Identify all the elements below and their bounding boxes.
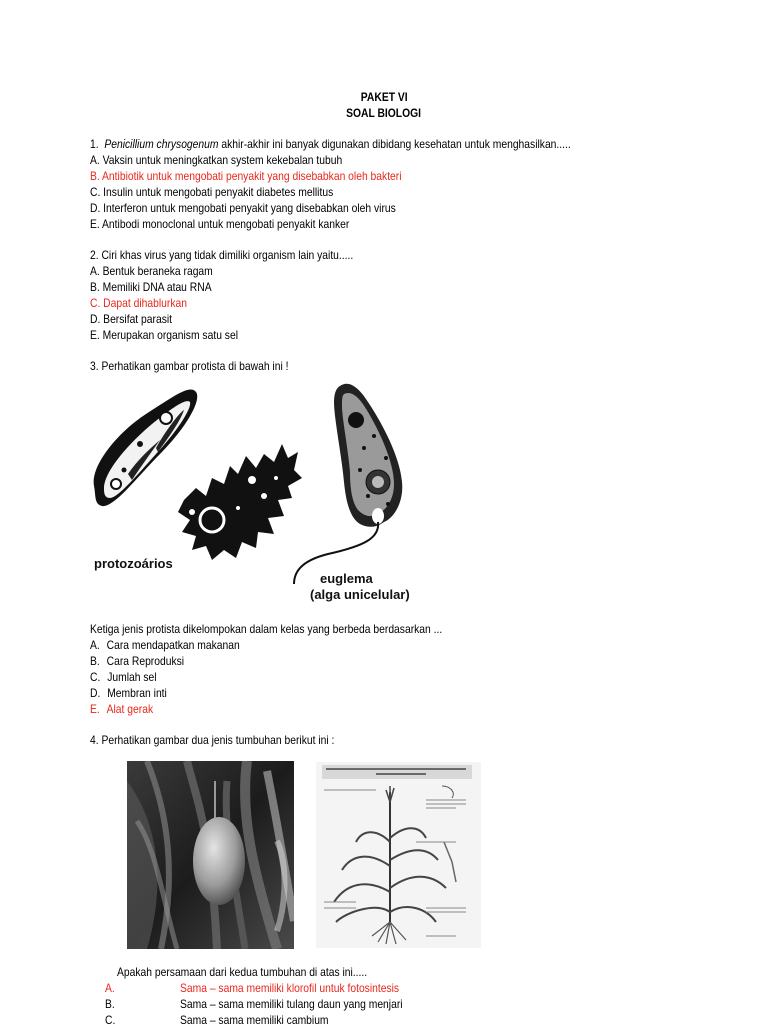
q1-option-b: B. Antibiotik untuk mengobati penyakit yang disebabkan oleh bakteri <box>90 169 402 183</box>
q2-stem: 2. Ciri khas virus yang tidak dimiliki organism lain yaitu..... <box>90 248 354 262</box>
q1-stem: 1. Penicillium chrysogenum akhir-akhir ini banyak digunakan dibidang kesehatan untuk menghasilkan..... <box>90 137 571 151</box>
q2-option-e: E. Merupakan organism satu sel <box>90 328 239 342</box>
q3-question: Ketiga jenis protista dikelompokan dalam kelas yang berbeda berdasarkan ... <box>90 622 443 636</box>
euglema-label: euglema <box>320 571 373 586</box>
q1-species: Penicillium chrysogenum <box>104 137 219 151</box>
q2-option-a: A. Bentuk beraneka ragam <box>90 264 213 278</box>
mango-tree-photo <box>127 761 294 949</box>
q3-option-c: C. Jumlah sel <box>90 670 157 684</box>
q3-option-e: E. Alat gerak <box>90 702 154 716</box>
q1-option-a: A. Vaksin untuk meningkatkan system kekebalan tubuh <box>90 153 343 167</box>
q4-stem: 4. Perhatikan gambar dua jenis tumbuhan berikut ini : <box>90 733 335 747</box>
q4-option-b-letter: B. <box>105 997 115 1011</box>
corn-plant-diagram <box>316 762 481 948</box>
q1-option-e: E. Antibodi monoclonal untuk mengobati penyakit kanker <box>90 217 350 231</box>
amoeba-drawing <box>178 444 302 560</box>
protozoarios-label: protozoários <box>94 556 173 571</box>
q2-option-c: C. Dapat dihablurkan <box>90 296 187 310</box>
q2-option-b: B. Memiliki DNA atau RNA <box>90 280 212 294</box>
alga-unicelular-label: (alga unicelular) <box>310 587 410 602</box>
protista-figure <box>88 378 418 606</box>
q3-option-b: B. Cara Reproduksi <box>90 654 185 668</box>
q2-option-d: D. Bersifat parasit <box>90 312 173 326</box>
q4-option-c-text: Sama – sama memiliki cambium <box>180 1013 329 1027</box>
euglena-drawing <box>294 384 402 584</box>
q3-stem: 3. Perhatikan gambar protista di bawah ini ! <box>90 359 289 373</box>
q4-option-a-text: Sama – sama memiliki klorofil untuk fotosintesis <box>180 981 400 995</box>
q3-option-a: A. Cara mendapatkan makanan <box>90 638 240 652</box>
q1-option-c: C. Insulin untuk mengobati penyakit diabetes mellitus <box>90 185 334 199</box>
q4-option-b-text: Sama – sama memiliki tulang daun yang menjari <box>180 997 403 1011</box>
q4-question: Apakah persamaan dari kedua tumbuhan di atas ini..... <box>117 965 368 979</box>
q4-option-c-letter: C. <box>105 1013 116 1027</box>
page-title: PAKET VI <box>360 90 408 104</box>
q1-option-d: D. Interferon untuk mengobati penyakit yang disebabkan oleh virus <box>90 201 396 215</box>
page-subtitle: SOAL BIOLOGI <box>346 106 422 120</box>
q3-option-d: D. Membran inti <box>90 686 167 700</box>
paramecium-drawing <box>94 389 198 506</box>
q4-option-a-letter: A. <box>105 981 115 995</box>
